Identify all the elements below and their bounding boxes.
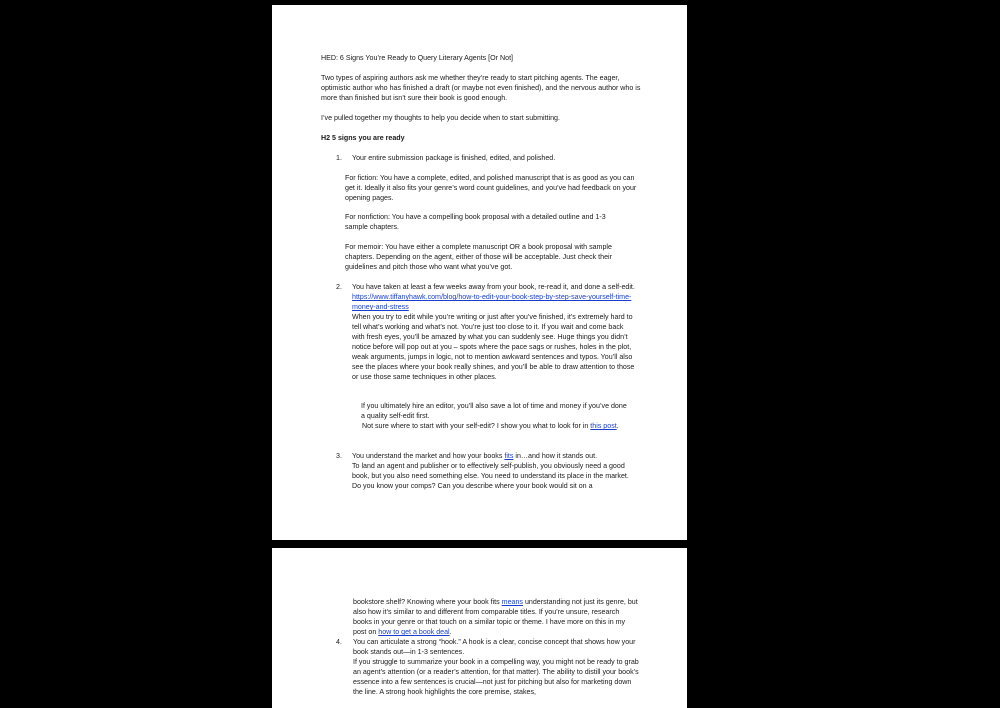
item-number-3: 3. xyxy=(336,452,342,460)
item-2-not-sure: Not sure where to start with your self-edit? I show you what to look for in this post. xyxy=(362,422,619,430)
headline: HED: 6 Signs You’re Ready to Query Literary Agents [Or Not] xyxy=(321,54,514,62)
item-1-memoir: For memoir: You have either a complete manuscript OR a book proposal with sample chapters. Depending on the agent, either of those will be acceptable. Just check their guidelines and pitch those who want what you’ve got. xyxy=(345,243,612,271)
item-3-heading: You understand the market and how your books fits in…and how it stands out. xyxy=(352,452,598,460)
section-heading: H2 5 signs you are ready xyxy=(321,134,405,142)
item-2-body: When you try to edit while you’re writing or just after you’ve finished, it’s extremely hard to tell what’s working and what’s not. You’re just too close to it. If you wait and come back with fresh eyes, you’ll be amazed by what you can suddenly see. Huge things you didn’t notice before will pop out at you – spots where the pace sags or rushes, holes in the plot, weak arguments, jumps in logic, not to mention awkward sentences and typos. You’ll also see the places where your book really shines, and you’ll be able to draw attention to those or use those same techniques in other places. xyxy=(352,313,635,381)
means-link[interactable]: means xyxy=(501,598,523,606)
item-3-continued: bookstore shelf? Knowing where your book fits means understanding not just its genre, but also how it’s similar to and different from comparable titles. If you’re unsure, research books in your genre or that touch on a similar topic or theme. I have more on this in my post on how to get a book deal. xyxy=(353,598,638,636)
item-1-fiction: For fiction: You have a complete, edited, and polished manuscript that is as good as you can get it. Ideally it also fits your genre’s word count guidelines, and you’ve had feedback on your opening pages. xyxy=(345,174,637,202)
item-number-4: 4. xyxy=(336,638,342,646)
item-1-nonfiction: For nonfiction: You have a compelling book proposal with a detailed outline and 1-3 sample chapters. xyxy=(345,213,606,231)
document-page-1 xyxy=(272,5,687,540)
book-deal-link[interactable]: how to get a book deal xyxy=(378,628,450,636)
self-edit-link[interactable]: https://www.tiffanyhawk.com/blog/how-to-edit-your-book-step-by-step-save-yourself-time-money-and-stress xyxy=(352,293,632,311)
item-number-2: 2. xyxy=(336,283,342,291)
this-post-link[interactable]: this post xyxy=(590,422,617,430)
item-4-heading: You can articulate a strong “hook.” A hook is a clear, concise concept that shows how your book stands out—in 1-3 sentences. xyxy=(353,638,636,656)
item-1-heading: Your entire submission package is finished, edited, and polished. xyxy=(352,154,556,162)
fits-link[interactable]: fits xyxy=(504,452,514,460)
item-number-1: 1. xyxy=(336,154,342,162)
pulled-paragraph: I’ve pulled together my thoughts to help you decide when to start submitting. xyxy=(321,114,560,122)
item-3-body: To land an agent and publisher or to effectively self-publish, you obviously need a good book, but you also need something else. You need to understand its place in the market. Do you know your comps? Can you describe where your book would sit on a xyxy=(352,462,629,490)
item-2-editor-note: If you ultimately hire an editor, you’ll also save a lot of time and money if you’ve done a quality self-edit first. xyxy=(361,402,627,420)
item-2-lead: You have taken at least a few weeks away from your book, re-read it, and done a self-edit. https://www.tiffanyhawk.com/blog/how-to-edit-your-book-step-by-step-save-yourself-time-money-and-stress xyxy=(352,283,635,311)
document-page-2 xyxy=(272,548,687,708)
item-4-body: If you struggle to summarize your book in a compelling way, you might not be ready to grab an agent’s attention (or a reader’s attention, for that matter). The ability to distill your book’s essence into a few sentences is crucial—not just for pitching but also for marketing down the line. A strong hook highlights the core premise, stakes, xyxy=(353,658,639,696)
intro-paragraph: Two types of aspiring authors ask me whether they’re ready to start pitching agents. The eager, optimistic author who has finished a draft (or maybe not even finished), and the nervous author who is more than finished but isn’t sure their book is good enough. xyxy=(321,74,641,102)
